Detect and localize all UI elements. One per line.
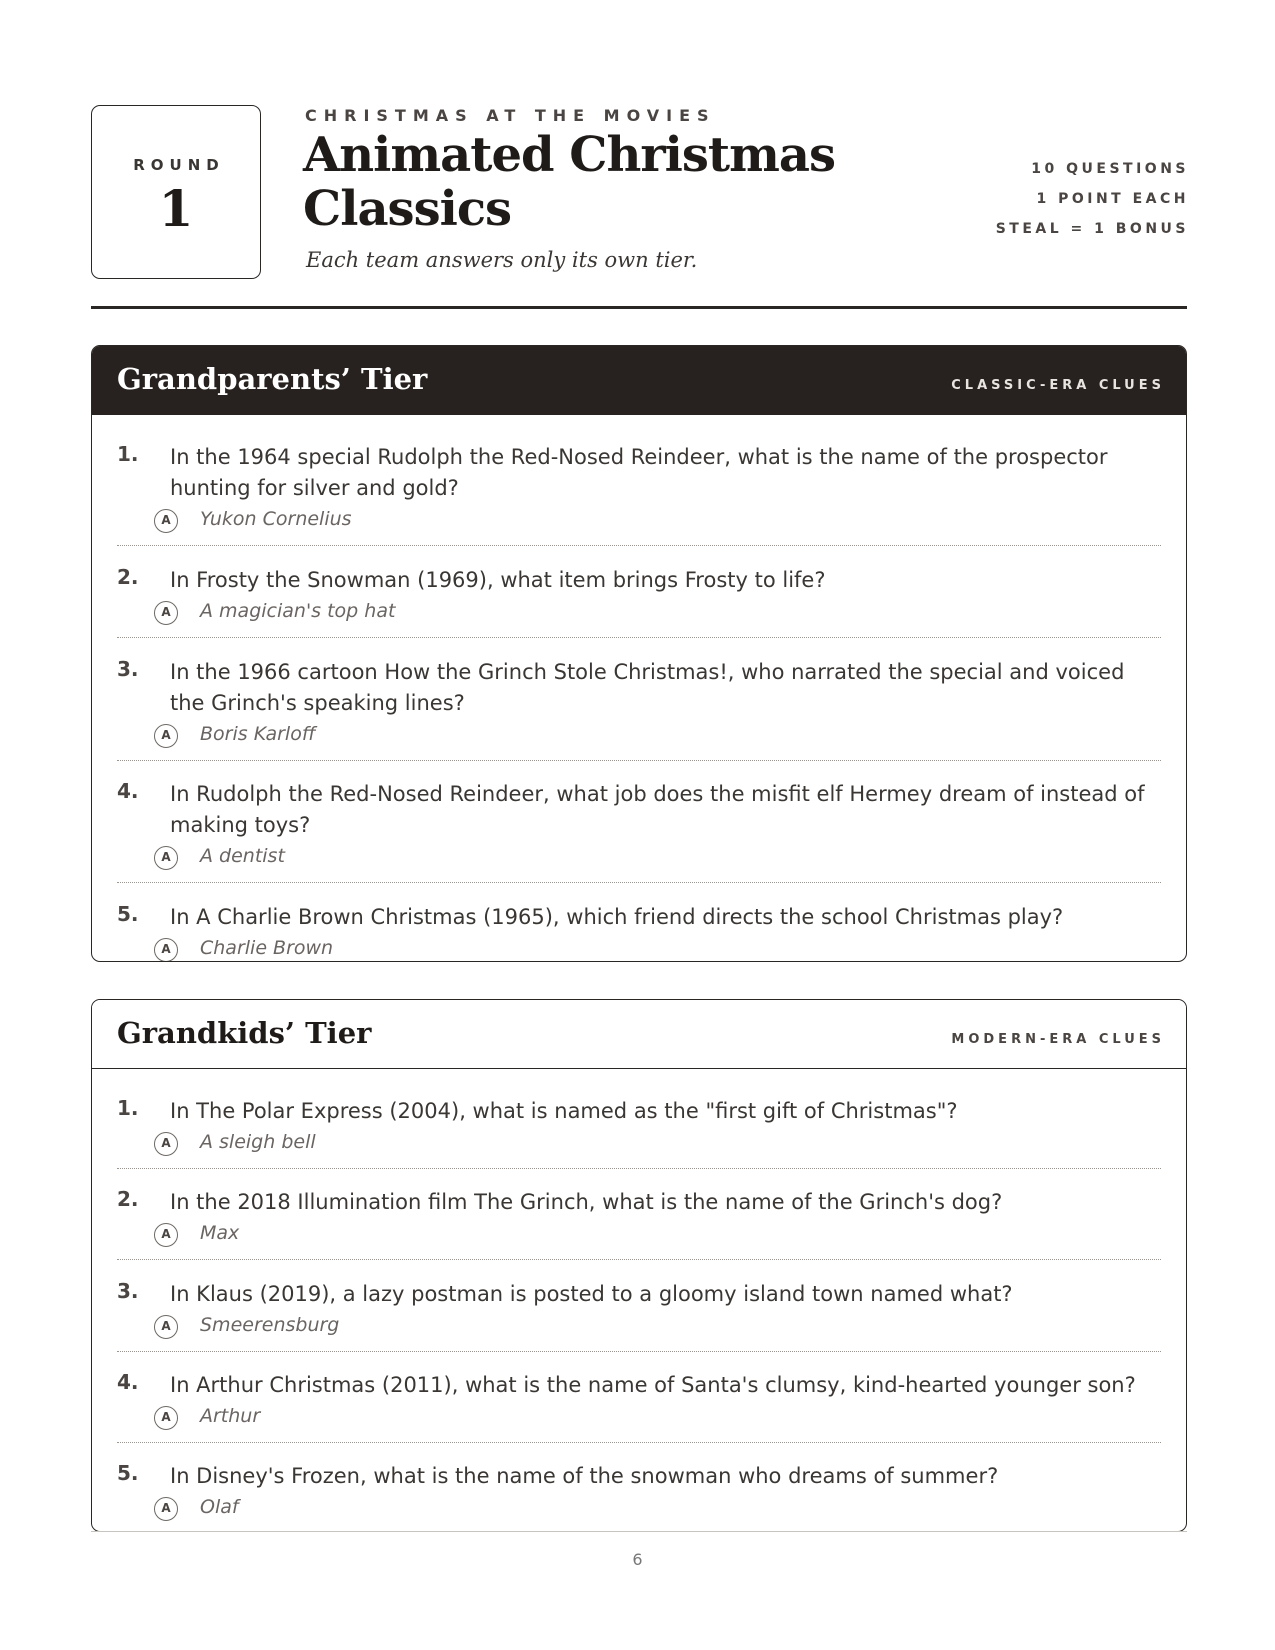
question-divider	[117, 1168, 1161, 1169]
answer-text: Smeerensburg	[200, 1314, 340, 1336]
eyebrow-title: CHRISTMAS AT THE MOVIES	[305, 106, 716, 125]
question-divider	[117, 760, 1161, 761]
page-number: 6	[632, 1550, 643, 1569]
header-divider	[91, 306, 1187, 309]
answer-text: Boris Karloff	[200, 723, 316, 745]
answer-badge-icon: A	[154, 509, 178, 533]
tier-grandkids	[91, 999, 1187, 1532]
meta-steal: STEAL = 1 BONUS	[995, 221, 1189, 237]
question-divider	[117, 637, 1161, 638]
round-meta	[995, 154, 1189, 244]
question-text: In the 1966 cartoon How the Grinch Stole Christmas!, who narrated the special and voiced the Grinch's speaking lines?	[170, 660, 1125, 715]
tier-tag: CLASSIC-ERA CLUES	[951, 378, 1165, 393]
question-number: 5.	[117, 1461, 139, 1485]
question-text: In The Polar Express (2004), what is named as the "first gift of Christmas"?	[170, 1099, 958, 1123]
question-text: In Rudolph the Red-Nosed Reindeer, what job does the misfit elf Hermey dream of instead of making toys?	[170, 782, 1145, 837]
round-box	[91, 105, 261, 279]
question-number: 5.	[117, 902, 139, 926]
question-divider	[117, 1259, 1161, 1260]
question-text: In Frosty the Snowman (1969), what item brings Frosty to life?	[170, 568, 826, 592]
question-divider	[117, 1351, 1161, 1352]
question-number: 2.	[117, 565, 139, 589]
meta-points: 1 POINT EACH	[1036, 191, 1189, 207]
answer-badge-icon: A	[154, 938, 178, 962]
answer-text: A sleigh bell	[200, 1131, 316, 1153]
question-number: 4.	[117, 1370, 139, 1394]
answer-badge-icon: A	[154, 1315, 178, 1339]
question-text: In Disney's Frozen, what is the name of the snowman who dreams of summer?	[170, 1464, 999, 1488]
answer-badge-icon: A	[154, 1223, 178, 1247]
question-number: 3.	[117, 657, 139, 681]
page-title: Animated Christmas Classics	[303, 127, 835, 237]
answer-badge-icon: A	[154, 1497, 178, 1521]
answer-text: A magician's top hat	[200, 600, 396, 622]
question-text: In Klaus (2019), a lazy postman is posted to a gloomy island town named what?	[170, 1282, 1013, 1306]
question-text: In A Charlie Brown Christmas (1965), which friend directs the school Christmas play?	[170, 905, 1064, 929]
answer-text: Max	[200, 1222, 240, 1244]
tier-grandparents	[91, 345, 1187, 962]
round-label: ROUND	[133, 156, 225, 174]
question-divider	[117, 1442, 1161, 1443]
question-number: 3.	[117, 1279, 139, 1303]
answer-badge-icon: A	[154, 1406, 178, 1430]
answer-text: Charlie Brown	[200, 937, 334, 959]
question-divider	[117, 882, 1161, 883]
tier-name: Grandkids’ Tier	[117, 1016, 372, 1050]
question-text: In the 2018 Illumination film The Grinch, what is the name of the Grinch's dog?	[170, 1190, 1003, 1214]
tier-tag: MODERN-ERA CLUES	[951, 1032, 1165, 1047]
answer-text: Arthur	[200, 1405, 261, 1427]
page-subtitle: Each team answers only its own tier.	[306, 248, 698, 272]
answer-badge-icon: A	[154, 724, 178, 748]
answer-text: A dentist	[200, 845, 285, 867]
answer-badge-icon: A	[154, 1132, 178, 1156]
question-text: In Arthur Christmas (2011), what is the name of Santa's clumsy, kind-hearted younger son?	[170, 1373, 1136, 1397]
tier-header	[92, 1000, 1186, 1069]
question-number: 1.	[117, 1096, 139, 1120]
tier-header	[92, 346, 1186, 415]
question-text: In the 1964 special Rudolph the Red-Nosed Reindeer, what is the name of the prospector hunting for silver and gold?	[170, 445, 1108, 500]
footer-divider	[91, 1531, 1187, 1532]
question-divider	[117, 545, 1161, 546]
question-number: 2.	[117, 1187, 139, 1211]
question-number: 1.	[117, 442, 139, 466]
tier-name: Grandparents’ Tier	[117, 362, 428, 396]
answer-text: Yukon Cornelius	[200, 508, 352, 530]
answer-badge-icon: A	[154, 846, 178, 870]
round-number: 1	[158, 179, 194, 238]
question-number: 4.	[117, 779, 139, 803]
meta-questions: 10 QUESTIONS	[1031, 161, 1189, 177]
answer-text: Olaf	[200, 1496, 239, 1518]
answer-badge-icon: A	[154, 601, 178, 625]
